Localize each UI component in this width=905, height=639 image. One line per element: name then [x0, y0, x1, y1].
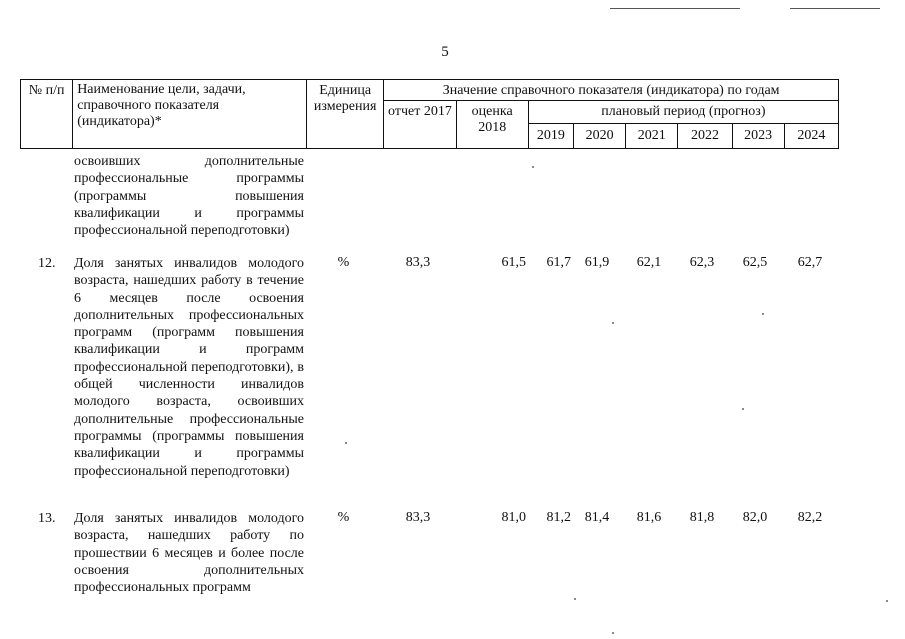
top-rule-left	[610, 8, 740, 9]
header-name: Наименование цели, задачи, справочного показателя (индикатора)*	[73, 80, 307, 149]
value-2024: 62,7	[797, 255, 823, 270]
header-year: 2020	[573, 124, 625, 149]
value-2018: 61,5	[501, 255, 526, 270]
header-values: Значение справочного показателя (индикатора) по годам	[384, 80, 839, 101]
header-year: 2019	[528, 124, 573, 149]
value-2021: 81,6	[636, 510, 662, 525]
row-name: Доля занятых инвалидов молодого возраста, нашедших работу по прошествии 6 месяцев и более после освоения дополнительных профессиональных программ	[74, 511, 304, 596]
header-unit: Единица измерения	[307, 80, 384, 149]
value-2023: 82,0	[742, 510, 768, 525]
value-2017: 83,3	[405, 510, 431, 525]
value-2023: 62,5	[742, 255, 768, 270]
row-unit: %	[337, 255, 350, 270]
top-rule-right	[790, 8, 880, 9]
row-number: 13.	[38, 511, 56, 526]
value-2022: 62,3	[689, 255, 715, 270]
header-num: № п/п	[21, 80, 73, 149]
value-2020: 81,4	[584, 510, 610, 525]
row-unit: %	[337, 510, 350, 525]
value-2022: 81,8	[689, 510, 715, 525]
header-year: 2024	[784, 124, 838, 149]
header-year: 2021	[626, 124, 678, 149]
value-2020: 61,9	[584, 255, 610, 270]
header-plan: плановый период (прогноз)	[528, 101, 838, 124]
header-report: отчет 2017	[384, 101, 456, 149]
scan-speck	[532, 166, 534, 168]
scan-speck	[574, 598, 576, 600]
scan-speck	[345, 442, 347, 444]
table-header	[20, 79, 839, 149]
row-name: Доля занятых инвалидов молодого возраста, нашедших работу в течение 6 месяцев после освоения дополнительных профессиональных программ (программ повышения квалификации и программ профессиональной переподготовки), в общей численности инвалидов молодого возраста, освоивших дополнительные профессиональные программы (программы повышения квалификации и программы профессиональной переподготовки)	[74, 256, 304, 479]
scan-speck	[762, 313, 764, 315]
header-year: 2022	[678, 124, 732, 149]
value-2019: 61,7	[546, 255, 571, 270]
continuation-text: освоивших дополнительные профессиональные программы (программы повышения квалификации и программы профессиональной переподготовки)	[74, 154, 304, 239]
value-2017: 83,3	[405, 255, 431, 270]
value-2018: 81,0	[501, 510, 526, 525]
value-2024: 82,2	[797, 510, 823, 525]
page-number: 5	[441, 44, 449, 60]
scan-speck	[612, 322, 614, 324]
row-number: 12.	[38, 256, 56, 271]
header-year: 2023	[732, 124, 784, 149]
scan-speck	[742, 408, 744, 410]
header-estimate: оценка 2018	[456, 101, 528, 149]
value-2019: 81,2	[546, 510, 571, 525]
scan-speck	[886, 600, 888, 602]
value-2021: 62,1	[636, 255, 662, 270]
scan-speck	[612, 632, 614, 634]
